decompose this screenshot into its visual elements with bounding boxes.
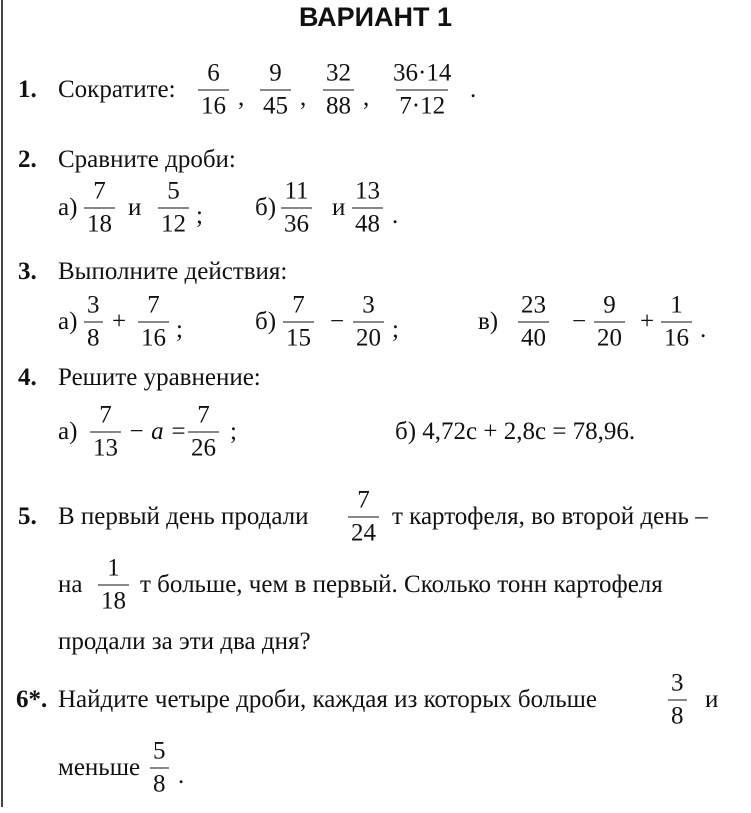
denominator: 24 [348, 517, 379, 548]
task-text: Решите уравнение: [58, 364, 261, 391]
punct: . [700, 316, 707, 343]
denominator: 8 [150, 768, 169, 799]
task-text: Сократите: [58, 76, 176, 103]
punct: , [300, 84, 307, 111]
fraction [323, 60, 354, 121]
conjunction: и [128, 194, 142, 221]
task-text: меньше [58, 754, 141, 781]
numerator: 1 [107, 554, 120, 582]
denominator: 26 [188, 432, 219, 463]
fraction [90, 402, 121, 463]
denominator: 18 [98, 585, 129, 616]
punct: ; [392, 316, 399, 343]
operator: + [112, 308, 127, 335]
denominator: 45 [260, 90, 291, 121]
fraction [390, 60, 454, 121]
numerator: 7 [147, 291, 160, 319]
task-number: 2. [18, 146, 37, 173]
denominator: 15 [283, 322, 314, 353]
task-6-line-2 [0, 723, 751, 813]
task-text: продали за эти два дня? [58, 628, 311, 655]
numerator: 9 [603, 291, 616, 319]
item-label: а) [58, 308, 78, 335]
equation-b: б) 4,72c + 2,8c = 78,96. [395, 418, 636, 445]
conjunction: и [332, 194, 346, 221]
numerator: 32 [326, 59, 351, 87]
fraction [150, 738, 169, 799]
numerator: 3 [671, 669, 684, 697]
numerator: 11 [284, 177, 309, 205]
numerator: 23 [521, 291, 546, 319]
denominator: 88 [323, 90, 354, 121]
numerator: 13 [355, 177, 380, 205]
punct: . [392, 202, 399, 229]
numerator: 36·14 [393, 59, 452, 87]
numerator: 5 [153, 737, 166, 765]
task-text: Найдите четыре дроби, каждая из которых больше [58, 686, 597, 713]
denominator: 7·12 [396, 90, 448, 121]
numerator: 7 [357, 486, 370, 514]
item-label: б) [255, 194, 277, 221]
denominator: 8 [668, 700, 687, 731]
task-text: на [58, 571, 83, 598]
item-label: а) [58, 418, 78, 445]
page-title: ВАРИАНТ 1 [298, 2, 453, 32]
denominator: 13 [90, 432, 121, 463]
numerator: 3 [362, 291, 375, 319]
numerator: 7 [99, 401, 112, 429]
fraction [260, 60, 291, 121]
punct: ; [196, 202, 203, 229]
denominator: 12 [158, 208, 189, 239]
item-label: а) [58, 194, 78, 221]
punct: , [363, 84, 370, 111]
numerator: 7 [93, 177, 106, 205]
denominator: 8 [84, 322, 103, 353]
denominator: 48 [352, 208, 383, 239]
task-number: 1. [18, 76, 37, 103]
task-text: т картофеля, во второй день – [392, 503, 708, 530]
denominator: 16 [138, 322, 169, 353]
task-number: 6*. [16, 686, 48, 713]
denominator: 16 [661, 322, 692, 353]
fraction [198, 60, 229, 121]
punct: ; [176, 316, 183, 343]
fraction [668, 670, 687, 731]
task-text: т больше, чем в первый. Сколько тонн картофеля [140, 571, 663, 598]
numerator: 7 [292, 291, 305, 319]
operator: + [640, 308, 655, 335]
task-4-items [0, 387, 751, 477]
item-label: в) [478, 308, 499, 335]
numerator: 9 [269, 59, 282, 87]
task-number: 3. [18, 258, 37, 285]
numerator: 3 [87, 291, 100, 319]
task-number: 5. [18, 503, 37, 530]
denominator: 40 [518, 322, 549, 353]
denominator: 36 [281, 208, 312, 239]
denominator: 18 [84, 208, 115, 239]
numerator: 5 [167, 177, 180, 205]
denominator: 20 [353, 322, 384, 353]
equation-middle: − a = [128, 418, 187, 445]
operator: − [330, 308, 345, 335]
punct: ; [230, 418, 237, 445]
operator: − [572, 308, 587, 335]
punct: , [238, 84, 245, 111]
task-number: 4. [18, 364, 37, 391]
task-text: и [705, 686, 719, 713]
task-text: Выполните действия: [58, 258, 288, 285]
denominator: 16 [198, 90, 229, 121]
numerator: 6 [207, 59, 220, 87]
item-label: б) [255, 308, 277, 335]
fraction [348, 487, 379, 548]
task-text: В первый день продали [58, 503, 309, 530]
numerator: 1 [670, 291, 683, 319]
task-text: Сравните дроби: [58, 146, 236, 173]
punct: . [470, 76, 477, 103]
punct: . [178, 762, 185, 789]
numerator: 7 [197, 401, 210, 429]
denominator: 20 [594, 322, 625, 353]
fraction [188, 402, 219, 463]
